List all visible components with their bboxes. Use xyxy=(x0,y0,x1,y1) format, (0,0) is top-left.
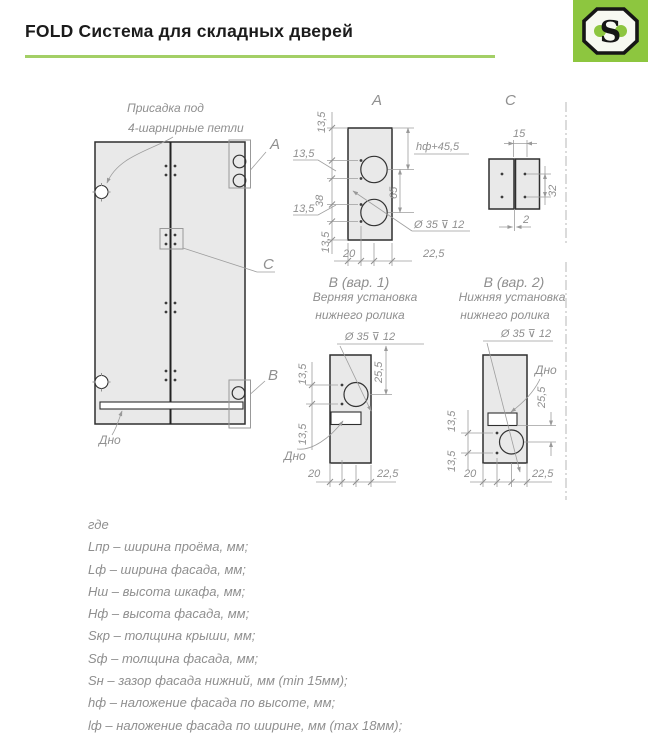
legend xyxy=(88,514,402,737)
detail-b2-subtitle2: нижнего ролика xyxy=(460,308,550,322)
legend-item: Sн – зазор фасада нижний, мм (min 15мм); xyxy=(88,673,348,689)
dim-label: 32 xyxy=(547,184,559,197)
detail-b1-panel xyxy=(330,355,371,463)
dim-label: 65 xyxy=(388,186,400,199)
detail-b1-subtitle1: Верняя установка xyxy=(312,290,418,304)
callout-label-c: C xyxy=(263,256,274,273)
dim-label: 13,5 xyxy=(297,363,309,385)
detail-b2-panel xyxy=(483,355,527,463)
legend-intro: где xyxy=(88,517,109,532)
dim-label: Ø 35 ⊽ 12 xyxy=(500,328,552,340)
legend-item: lф – наложение фасада по ширине, мм (max 18мм); xyxy=(88,717,403,733)
logo-letter: S xyxy=(599,15,622,50)
detail-b2-title: B (вар. 2) xyxy=(483,274,545,290)
legend-item: Lпр – ширина проёма, мм; xyxy=(88,539,249,555)
callout-label-b: B xyxy=(268,367,279,384)
detail-c-left-panel xyxy=(489,159,514,209)
hinge-cup-circle xyxy=(95,376,108,389)
dim-label: 25,5 xyxy=(373,361,385,383)
dim-label: 13,5 xyxy=(316,111,328,133)
dim-label: 20 xyxy=(308,468,321,480)
detail-a-panel xyxy=(348,128,392,240)
detail-b1-bottom-section xyxy=(331,412,361,425)
legend-item: Lф – ширина фасада, мм; xyxy=(88,561,246,577)
dim-label: 20 xyxy=(464,468,477,480)
dim-label: 20 xyxy=(343,248,356,260)
dim-label: 13,5 xyxy=(293,148,315,160)
legend-item: Sкр – толщина крыши, мм; xyxy=(88,628,256,644)
bottom-panel-label: Дно xyxy=(99,433,121,447)
title-underline xyxy=(25,55,495,58)
legend-item: Нш – высота шкафа, мм; xyxy=(88,583,246,599)
detail-c-right-panel xyxy=(516,159,540,209)
hinge-note-line2: 4-шарнирные петли xyxy=(128,121,244,135)
dim-label: 22,5 xyxy=(532,468,554,480)
legend-item: Нф – высота фасада, мм; xyxy=(88,606,250,622)
dim-label: hф+45,5 xyxy=(416,141,460,153)
dim-label: 13,5 xyxy=(320,231,332,253)
door-elevation xyxy=(93,101,281,447)
callout-label-a: A xyxy=(270,136,281,153)
callout-leader-b xyxy=(251,381,266,394)
hinge-note-line1: Присадка под xyxy=(127,101,204,115)
detail-c-title: C xyxy=(505,92,516,109)
detail-b2-bottom-section xyxy=(488,413,517,426)
detail-a xyxy=(293,92,470,266)
dim-label: 38 xyxy=(314,194,326,207)
bottom-panel-label: Дно xyxy=(535,363,557,377)
detail-c xyxy=(489,92,566,246)
detail-b1-title: B (вар. 1) xyxy=(328,274,390,290)
dim-label: 22,5 xyxy=(423,248,445,260)
dim-label: 15 xyxy=(513,128,526,140)
bottom-panel-label: Дно xyxy=(284,449,306,463)
dim-label: 13,5 xyxy=(293,203,315,215)
bottom-shelf-bar xyxy=(100,402,243,409)
dim-label: Ø 35 ⊽ 12 xyxy=(414,219,465,231)
detail-a-title: A xyxy=(372,92,383,109)
legend-item: hф – наложение фасада по высоте, мм; xyxy=(88,695,336,711)
detail-b-var1 xyxy=(282,274,424,487)
dim-label: Ø 35 ⊽ 12 xyxy=(344,331,396,343)
brand-logo xyxy=(573,0,648,62)
dim-label: 13,5 xyxy=(446,410,458,432)
hinge-cup-circle xyxy=(95,186,108,199)
dim-label: 22,5 xyxy=(377,468,399,480)
callout-leader-a xyxy=(251,152,267,170)
detail-b1-subtitle2: нижнего ролика xyxy=(315,308,405,322)
dim-label: 13,5 xyxy=(446,450,458,472)
page-title: FOLD Система для складных дверей xyxy=(25,21,354,41)
detail-b2-subtitle1: Нижняя установка xyxy=(458,290,566,304)
legend-item: Sф – толщина фасада, мм; xyxy=(88,650,259,666)
dim-label: 25,5 xyxy=(536,386,548,408)
dim-label: 13,5 xyxy=(297,423,309,445)
detail-b-var2 xyxy=(446,262,566,500)
dim-label: 2 xyxy=(523,214,530,226)
